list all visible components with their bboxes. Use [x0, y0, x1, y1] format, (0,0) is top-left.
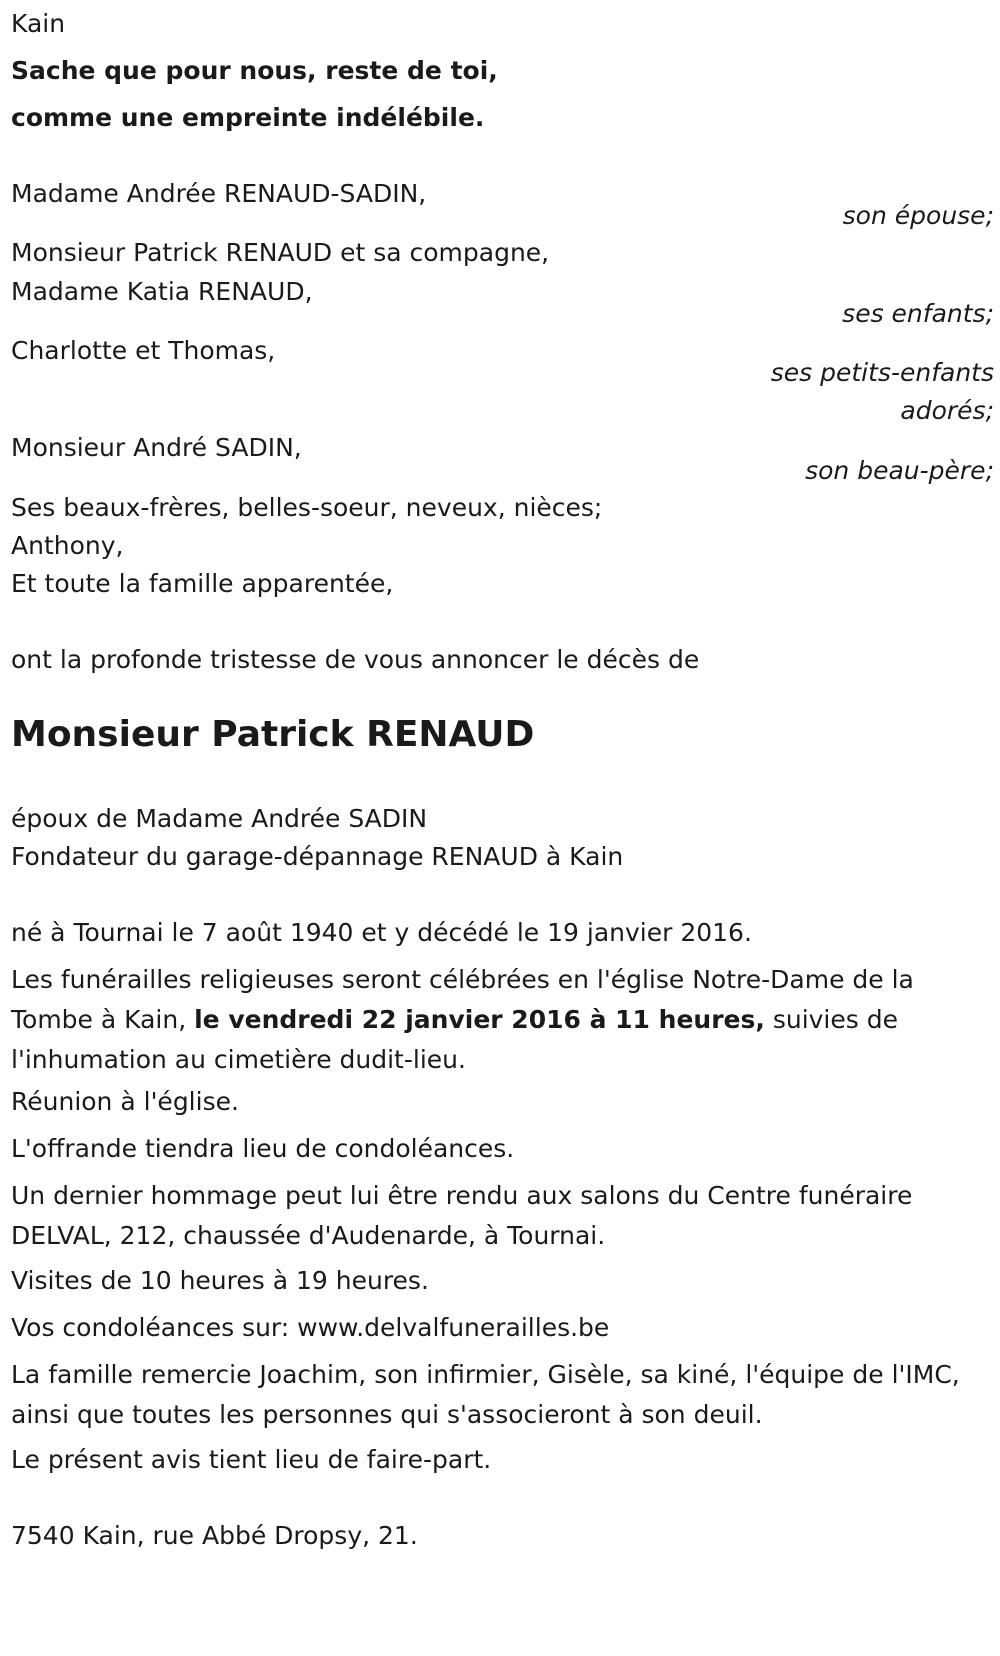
child-name-1: Monsieur Patrick RENAUD et sa compagne, — [11, 238, 550, 267]
meeting: Réunion à l'église. — [11, 1087, 239, 1116]
grandchildren-name: Charlotte et Thomas, — [11, 336, 276, 365]
father-in-law-role: son beau-père; — [805, 456, 994, 485]
relatives-line-1: Ses beaux-frères, belles-soeur, neveux, nièces; — [11, 493, 603, 522]
child-name-2: Madame Katia RENAUD, — [11, 277, 313, 306]
notice: Le présent avis tient lieu de faire-part. — [11, 1445, 492, 1474]
spouse-detail: époux de Madame Andrée SADIN — [11, 804, 428, 833]
funeral-text-before: Les funérailles religieuses seront célébrées en l'église Notre-Dame de la Tombe à Kain, — [11, 965, 914, 1034]
grandchildren-role-line-1: ses petits-enfants — [770, 358, 994, 387]
epigraph-line-2: comme une empreinte indélébile. — [11, 103, 485, 132]
spouse-name: Madame Andrée RENAUD-SADIN, — [11, 179, 427, 208]
relatives-line-2: Anthony, — [11, 531, 124, 560]
grandchildren-role-line-2: adorés; — [900, 396, 994, 425]
condolences: Vos condoléances sur: www.delvalfunerailles.be — [11, 1313, 610, 1342]
thanks: La famille remercie Joachim, son infirmier, Gisèle, sa kiné, l'équipe de l'IMC, ainsi que toutes les personnes qui s'associeront à son deuil. — [11, 1360, 960, 1429]
epigraph-line-1: Sache que pour nous, reste de toi, — [11, 56, 498, 85]
birth-death: né à Tournai le 7 août 1940 et y décédé le 19 janvier 2016. — [11, 918, 752, 947]
spouse-role: son épouse; — [842, 201, 994, 230]
visits: Visites de 10 heures à 19 heures. — [11, 1266, 429, 1295]
location-header: Kain — [11, 9, 66, 38]
offering: L'offrande tiendra lieu de condoléances. — [11, 1134, 515, 1163]
funeral-date: le vendredi 22 janvier 2016 à 11 heures, — [194, 1005, 765, 1034]
address: 7540 Kain, rue Abbé Dropsy, 21. — [11, 1521, 418, 1550]
tribute: Un dernier hommage peut lui être rendu aux salons du Centre funéraire DELVAL, 212, chaussée d'Audenarde, à Tournai. — [11, 1181, 913, 1250]
father-in-law-name: Monsieur André SADIN, — [11, 433, 302, 462]
funeral-text-after: suivies de l'inhumation au cimetière dudit-lieu. — [11, 1005, 898, 1074]
deceased-name: Monsieur Patrick RENAUD — [11, 714, 535, 755]
announcement: ont la profonde tristesse de vous annoncer le décès de — [11, 645, 700, 674]
occupation-detail: Fondateur du garage-dépannage RENAUD à Kain — [11, 842, 624, 871]
relatives-line-3: Et toute la famille apparentée, — [11, 569, 394, 598]
children-role: ses enfants; — [842, 299, 994, 328]
funeral-paragraph — [11, 960, 986, 1080]
